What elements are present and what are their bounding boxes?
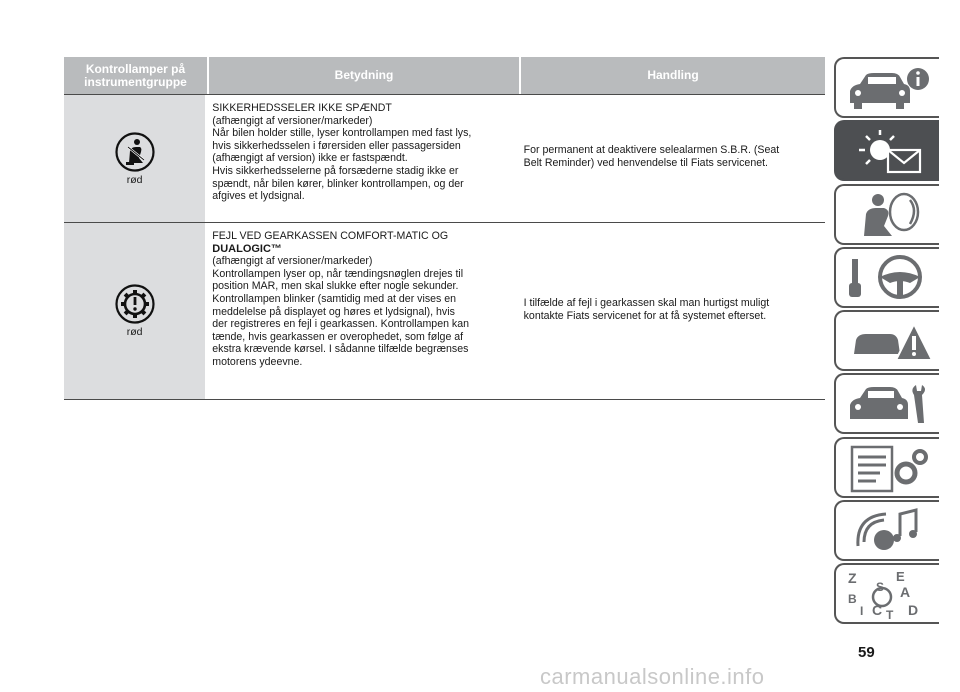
meaning-cell — [205, 223, 513, 399]
svg-text:D: D — [908, 602, 919, 618]
meaning-line: (afhængigt af versioner/markeder) — [212, 114, 373, 127]
key-steering-wheel-icon — [844, 253, 940, 305]
meaning-cell — [205, 95, 513, 222]
chapter-tab-start-drive[interactable] — [834, 247, 939, 308]
action-cell — [514, 95, 825, 222]
index-icon — [844, 569, 940, 621]
warning-lights-message-icon — [844, 126, 940, 178]
lamp-color-label: rød — [126, 173, 143, 186]
technical-data-icon — [844, 443, 940, 495]
action-line: I tilfælde af fejl i gearkassen skal man hurtigst muligt — [523, 296, 770, 309]
chapter-tab-warning-lights[interactable] — [834, 120, 939, 181]
car-emergency-icon — [844, 316, 940, 368]
table-header — [64, 57, 825, 94]
meaning-line: Kontrollampen blinker (samtidig med at der vises en — [212, 292, 457, 305]
watermark: carmanualsonline.info — [540, 664, 765, 689]
car-maintenance-icon — [844, 379, 940, 431]
meaning-line: ekstra krævende kørsel. I sådanne tilfælde begrænses — [212, 343, 469, 356]
meaning-line: Hvis sikkerhedsselerne på forsæderne stadig ikke er — [212, 164, 459, 177]
svg-text:Z: Z — [848, 570, 857, 586]
lamp-cell — [64, 223, 205, 399]
svg-text:I: I — [860, 604, 864, 618]
chapter-tab-multimedia[interactable] — [834, 500, 939, 561]
meaning-line: afgives et lydsignal. — [212, 190, 305, 203]
chapter-tab-safety[interactable] — [834, 184, 939, 245]
meaning-title: FEJL VED GEARKASSEN COMFORT-MATIC OG — [212, 230, 449, 242]
svg-text:E: E — [896, 569, 905, 584]
meaning-line: Kontrollampen lyser op, når tændingsnøglen drejes til — [212, 267, 464, 280]
header-lamps: Kontrollamper på instrumentgruppe — [64, 57, 207, 94]
lamp-cell — [64, 95, 205, 222]
warning-lights-table — [64, 57, 825, 400]
meaning-line: (afhængigt af version) ikke er fastspændt. — [212, 152, 408, 165]
gearbox-failure-icon — [115, 284, 155, 324]
meaning-line: (afhængigt af versioner/markeder) — [212, 255, 373, 268]
meaning-line: position MAR, men skal slukke efter nogle sekunder. — [212, 280, 459, 293]
meaning-line: meddelelse på displayet og høres et lydsignal), hvis — [212, 305, 455, 318]
svg-text:T: T — [886, 608, 894, 621]
meaning-line: tænde, hvis gearkassen er overophedet, som følge af — [212, 330, 464, 343]
table-row — [64, 222, 825, 400]
action-line: For permanent at deaktivere selealarmen S.B.R. (Seat — [523, 144, 780, 157]
header-meaning: Betydning — [209, 57, 519, 94]
car-info-icon — [844, 63, 940, 115]
svg-text:C: C — [872, 602, 883, 618]
chapter-tab-maintenance[interactable] — [834, 373, 939, 434]
chapter-tab-technical-data[interactable] — [834, 437, 939, 498]
meaning-title: SIKKERHEDSSELER IKKE SPÆNDT — [212, 102, 392, 114]
page-number: 59 — [858, 644, 875, 661]
action-cell — [514, 223, 825, 399]
airbag-safety-icon — [844, 190, 940, 242]
svg-text:B: B — [848, 592, 857, 606]
chapter-tab-car-info[interactable] — [834, 57, 939, 118]
lamp-color-label: rød — [126, 326, 143, 338]
seatbelt-warning-icon — [115, 132, 155, 172]
action-line: kontakte Fiats servicenet for at få systemet efterset. — [523, 309, 767, 322]
meaning-line: der registreres en fejl i gearkassen. Kontrollampen kan — [212, 318, 470, 331]
meaning-line: Når bilen holder stille, lyser kontrollampen med fast lys, — [212, 127, 472, 140]
multimedia-icon — [844, 506, 940, 558]
header-action: Handling — [521, 57, 825, 94]
meaning-line: motorens ydeevne. — [212, 355, 303, 368]
table-row — [64, 94, 825, 222]
chapter-tab-index[interactable] — [834, 563, 939, 624]
chapter-tab-emergency[interactable] — [834, 310, 939, 371]
svg-text:S: S — [876, 580, 885, 594]
meaning-line: spændt, når bilen kører, blinker kontrollampen, og der — [212, 177, 464, 190]
action-line: Belt Reminder) ved henvendelse til Fiats servicenet. — [523, 157, 768, 169]
svg-text:A: A — [900, 584, 911, 600]
meaning-title-bold: DUALOGIC™ — [212, 242, 282, 255]
meaning-line: hvis sikkerhedsselen i førersiden eller passagersiden — [212, 139, 461, 152]
